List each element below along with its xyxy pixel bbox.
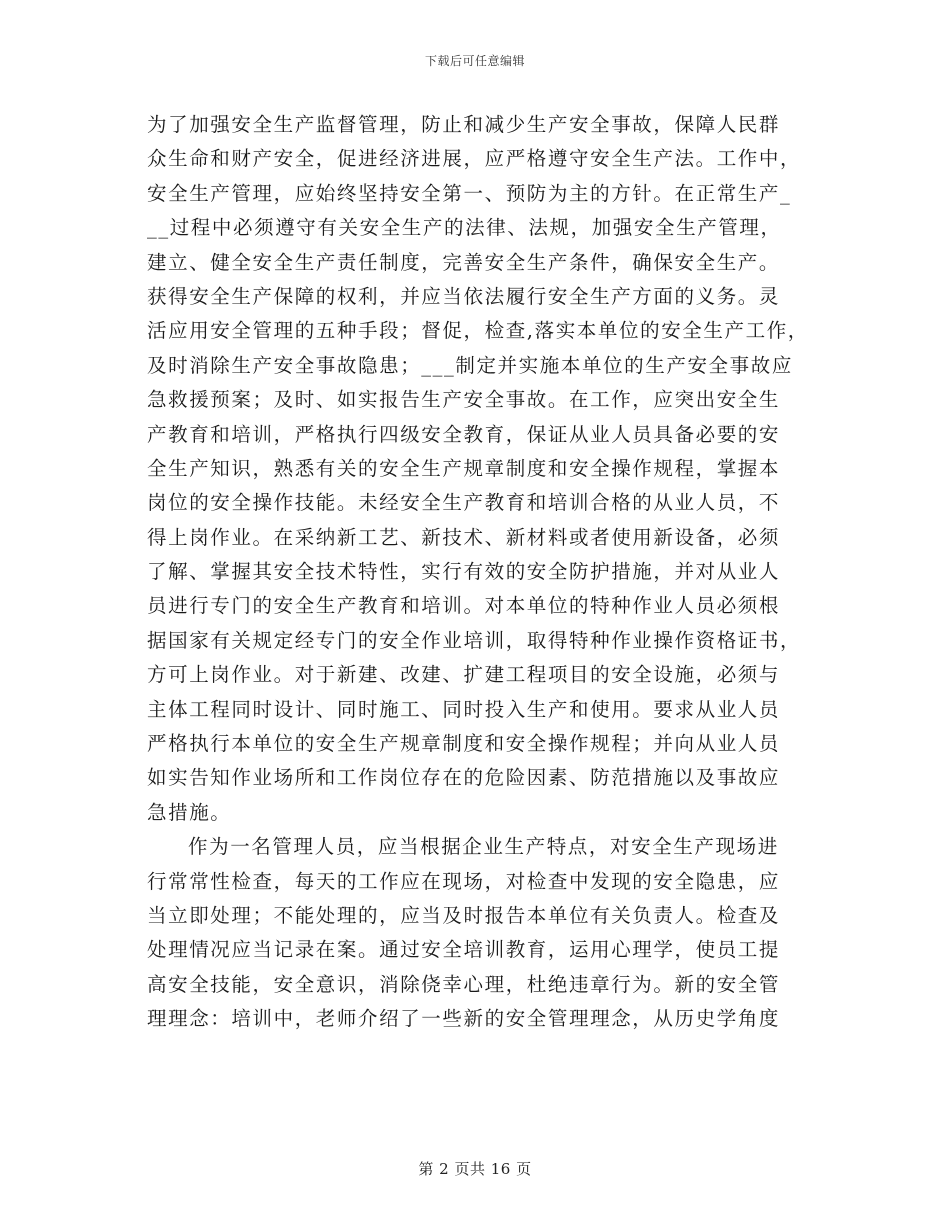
body-line: 高安全技能，安全意识，消除侥幸心理，杜绝违章行为。新的安全管 bbox=[147, 972, 781, 996]
body-line: 岗位的安全操作技能。未经安全生产教育和培训合格的从业人员，不 bbox=[147, 491, 781, 515]
body-line: 据国家有关规定经专门的安全作业培训，取得特种作业操作资格证书， bbox=[147, 628, 802, 652]
body-line: 严格执行本单位的安全生产规章制度和安全操作规程；并向从业人员 bbox=[147, 732, 781, 756]
body-line: 建立、健全安全生产责任制度，完善安全生产条件，确保安全生产。 bbox=[147, 250, 781, 274]
paragraph-first-line: 作为一名管理人员，应当根据企业生产特点，对安全生产现场进 bbox=[188, 835, 779, 859]
body-line: 方可上岗作业。对于新建、改建、扩建工程项目的安全设施，必须与 bbox=[147, 663, 781, 687]
body-line: 安全生产管理，应始终坚持安全第一、预防为主的方针。在正常生产_ bbox=[147, 181, 792, 205]
body-line: __过程中必须遵守有关安全生产的法律、法规，加强安全生产管理， bbox=[147, 216, 782, 240]
body-line: 行常常性检查，每天的工作应在现场，对检查中发现的安全隐患，应 bbox=[147, 869, 781, 893]
body-line: 全生产知识，熟悉有关的安全生产规章制度和安全操作规程，掌握本 bbox=[147, 456, 781, 480]
page-header-note: 下载后可任意编辑 bbox=[424, 54, 525, 68]
body-line: 产教育和培训，严格执行四级安全教育，保证从业人员具备必要的安 bbox=[147, 422, 781, 446]
body-line: 众生命和财产安全，促进经济进展，应严格遵守安全生产法。工作中， bbox=[147, 147, 802, 171]
body-line: 为了加强安全生产监督管理，防止和减少生产安全事故，保障人民群 bbox=[147, 113, 781, 136]
body-line: 如实告知作业场所和工作岗位存在的危险因素、防范措施以及事故应 bbox=[147, 766, 781, 790]
body-line: 获得安全生产保障的权利，并应当依法履行安全生产方面的义务。灵 bbox=[147, 284, 781, 308]
page-number: 第 2 页共 16 页 bbox=[418, 1160, 532, 1178]
body-line: 急救援预案；及时、如实报告生产安全事故。在工作，应突出安全生 bbox=[147, 388, 781, 412]
document-body bbox=[147, 108, 807, 1037]
body-line: 理理念：培训中，老师介绍了一些新的安全管理理念，从历史学角度 bbox=[147, 1007, 781, 1031]
body-line: 了解、掌握其安全技术特性，实行有效的安全防护措施，并对从业人 bbox=[147, 560, 781, 584]
body-line: 处理情况应当记录在案。通过安全培训教育，运用心理学，使员工提 bbox=[147, 938, 781, 962]
body-line: 主体工程同时设计、同时施工、同时投入生产和使用。要求从业人员 bbox=[147, 697, 781, 721]
body-line: 当立即处理；不能处理的，应当及时报告本单位有关负责人。检查及 bbox=[147, 903, 781, 927]
body-line: 得上岗作业。在采纳新工艺、新技术、新材料或者使用新设备，必须 bbox=[147, 525, 781, 549]
body-line: 员进行专门的安全生产教育和培训。对本单位的特种作业人员必须根 bbox=[147, 594, 781, 618]
body-line: 急措施。 bbox=[147, 800, 232, 824]
body-line: 及时消除生产安全事故隐患；___制定并实施本单位的生产安全事故应 bbox=[147, 353, 793, 377]
body-line: 活应用安全管理的五种手段；督促，检查,落实本单位的安全生产工作， bbox=[147, 319, 809, 343]
